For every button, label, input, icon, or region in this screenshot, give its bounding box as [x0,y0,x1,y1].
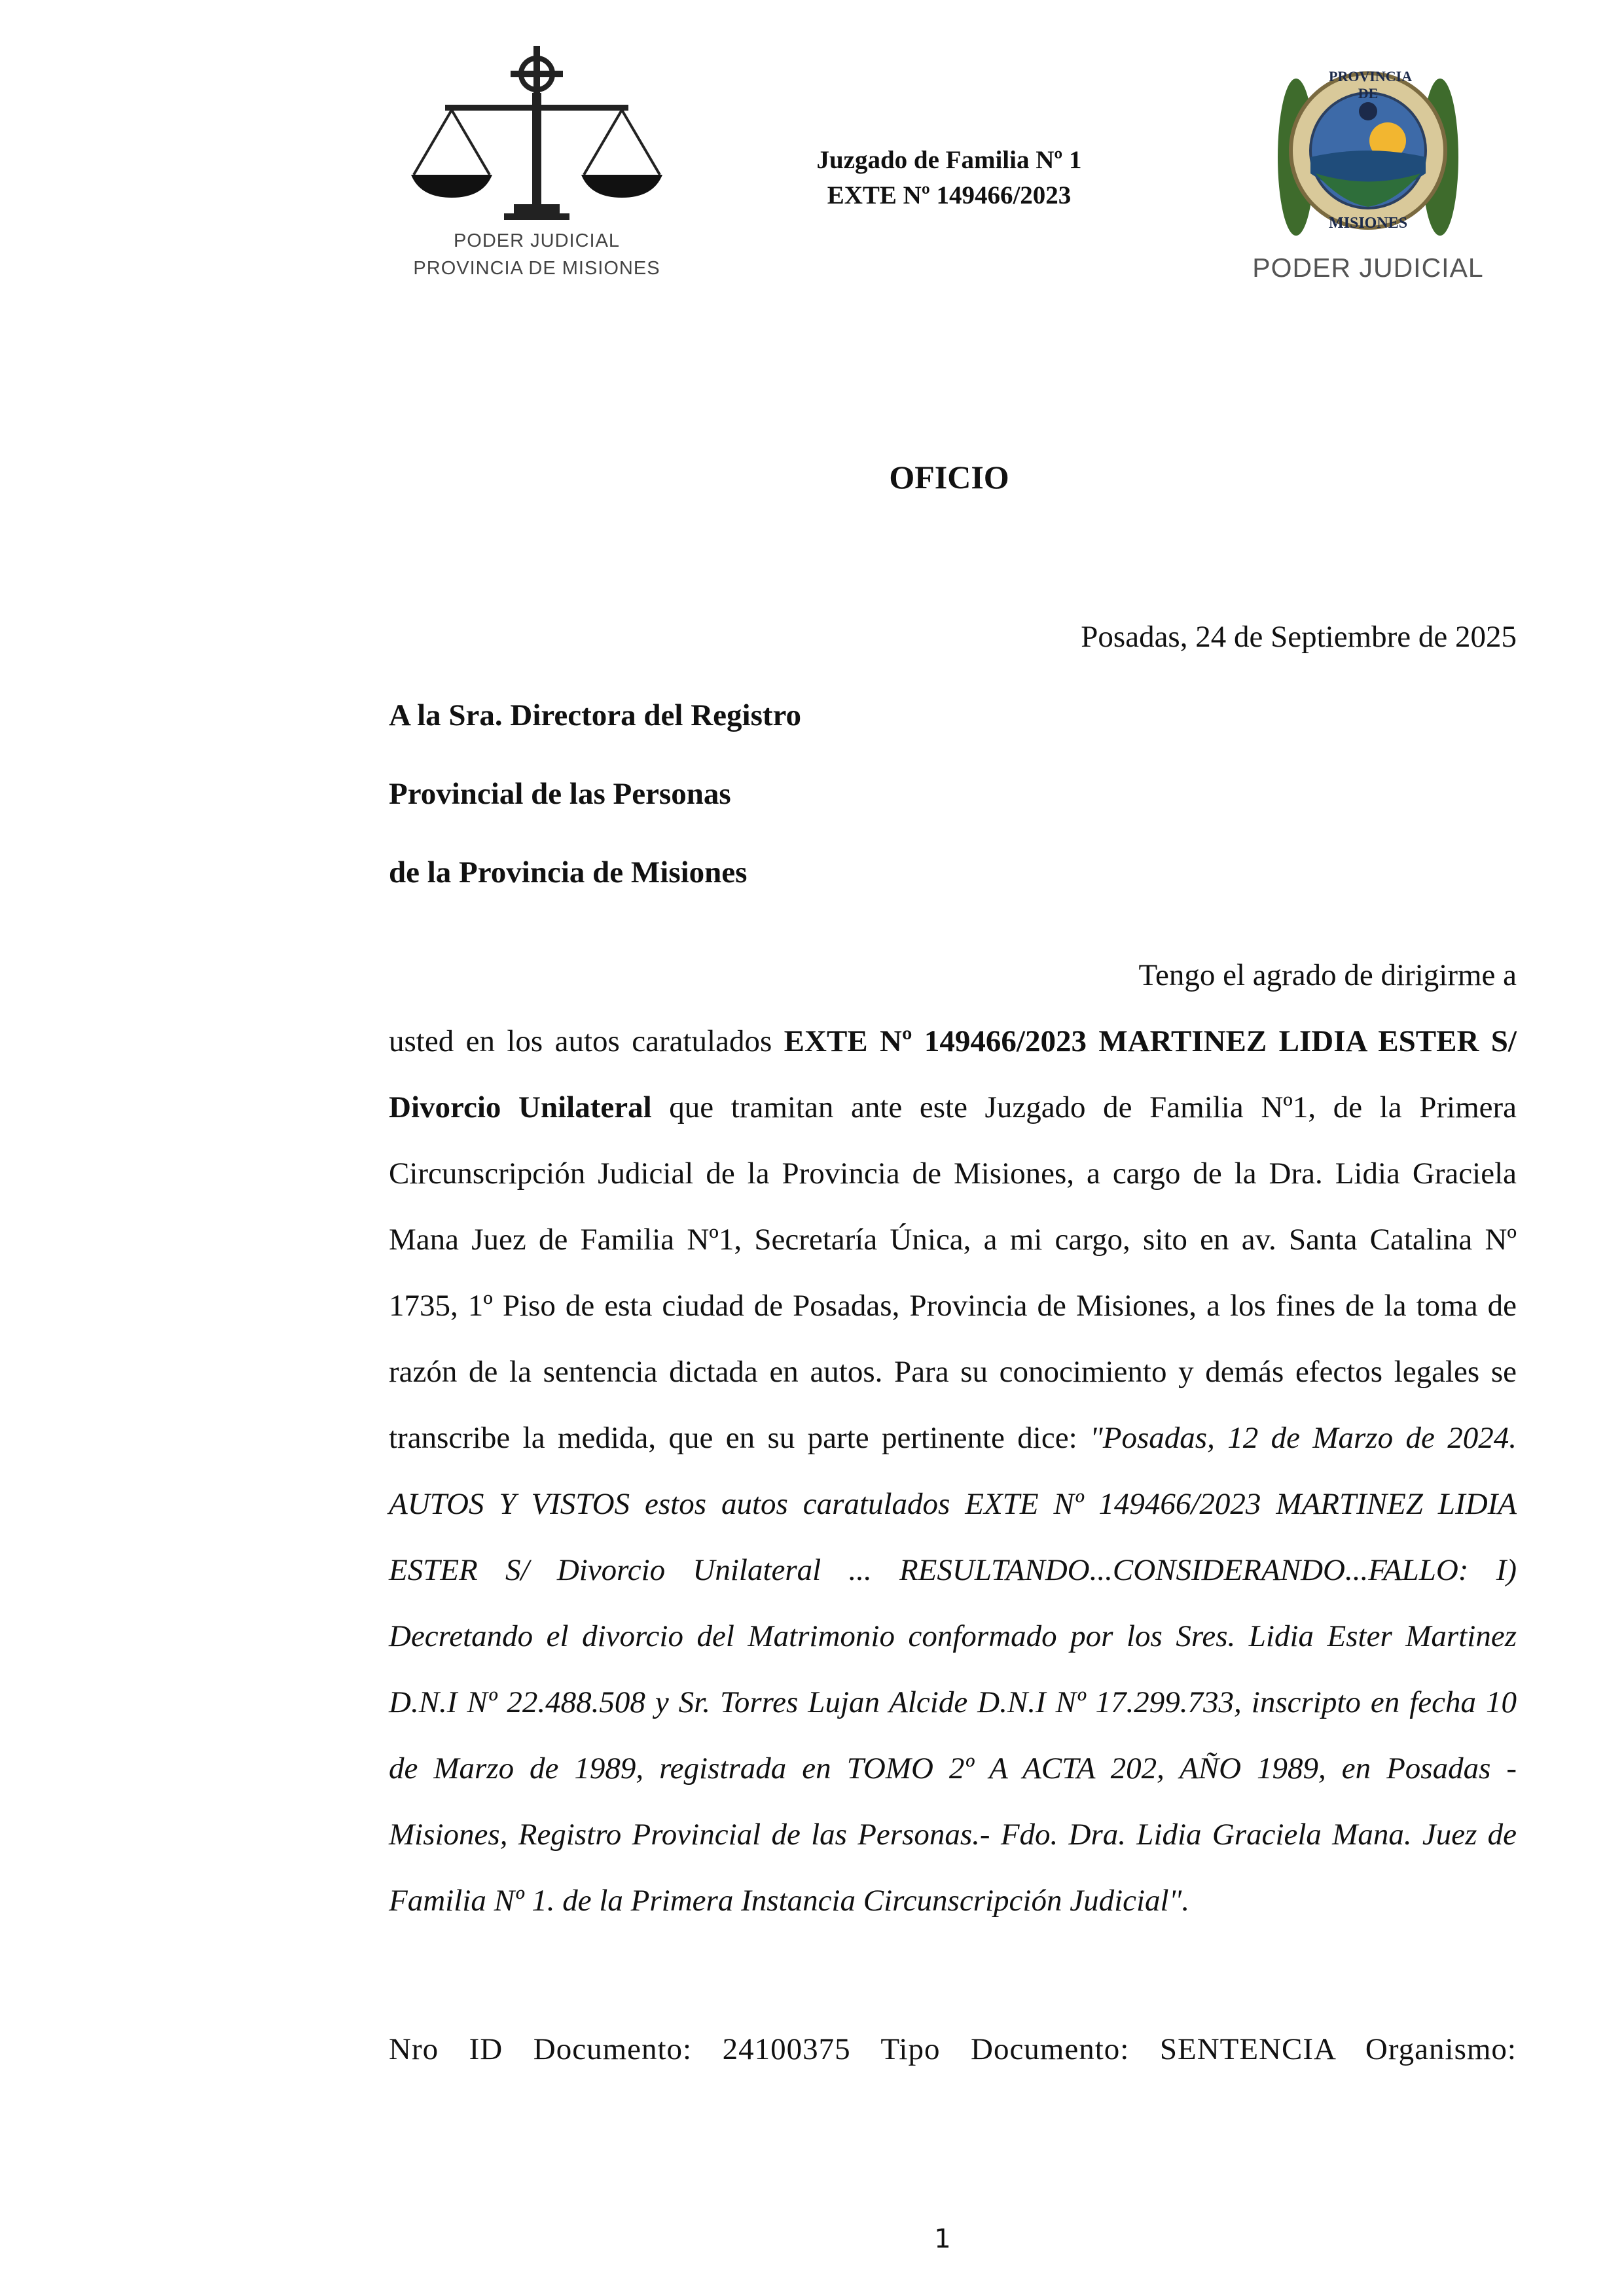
poder-judicial-misiones-logo [399,41,674,289]
body-main: que tramitan ante este Juzgado de Familia Nº1, de la Primera Circunscripción Judicial de la Provincia de Misiones, a cargo de la Dra. Lidia Graciela Mana Juez de Familia Nº1, Secretaría Única, a mi cargo, sito en av. Santa Catalina Nº 1735, 1º Piso de esta ciudad de Posadas, Provincia de Misiones, a los fines de la toma de razón de la sentencia dictada en autos. Para su conocimiento y demás efectos legales se transcribe la medida, que en su parte pertinente dice: [389,1090,1517,1455]
body-intro: usted en los autos caratulados [389,1024,784,1058]
case-caption: EXTE Nº 149466/2023 MARTINEZ LIDIA ESTER S/ Divorcio Unilateral [389,1024,1517,1124]
left-logo-line-1: PODER JUDICIAL [453,230,621,251]
seal-top-text: PROVINCIA DE [1329,68,1413,101]
court-name: Juzgado de Familia Nº 1 [816,146,1082,174]
page-number: 1 [934,2224,951,2254]
provincia-misiones-seal [1231,59,1506,295]
seal-bottom-text: MISIONES [1329,215,1408,232]
document-header [720,143,1178,213]
left-logo-line-2: PROVINCIA DE MISIONES [413,258,660,279]
addressee-line-1: A la Sra. Directora del Registro [389,698,802,732]
letter-body [389,942,1517,1934]
document-title: OFICIO [889,459,1009,495]
right-logo-caption: PODER JUDICIAL [1252,253,1484,283]
addressee-line-2: Provincial de las Personas [389,777,731,811]
transcribed-ruling: "Posadas, 12 de Marzo de 2024. AUTOS Y VISTOS estos autos caratulados EXTE Nº 149466/2023 MARTINEZ LIDIA ESTER S/ Divorcio Unilateral ... RESULTANDO...CONSIDERANDO...FALLO: I) Decretando el divorcio del Matrimonio conformado por los Sres. Lidia Ester Martinez D.N.I Nº 22.488.508 y Sr. Torres Lujan Alcide D.N.I Nº 17.299.733, inscripto en fecha 10 de Marzo de 1989, registrada en TOMO 2º A ACTA 202, AÑO 1989, en Posadas - Misiones, Registro Provincial de las Personas.- Fdo. Dra. Lidia Graciela Mana. Juez de Familia Nº 1. de la Primera Instancia Circunscripción Judicial". [389,1421,1517,1918]
addressee-line-3: de la Provincia de Misiones [389,855,748,889]
scales-of-justice-icon [399,41,674,237]
case-number: EXTE Nº 149466/2023 [827,181,1072,209]
document-id-line: Nro ID Documento: 24100375 Tipo Documento: SENTENCIA Organismo: [389,2032,1517,2066]
document-date: Posadas, 24 de Septiembre de 2025 [1081,620,1517,654]
opening-line: Tengo el agrado de dirigirme a [1138,958,1517,992]
